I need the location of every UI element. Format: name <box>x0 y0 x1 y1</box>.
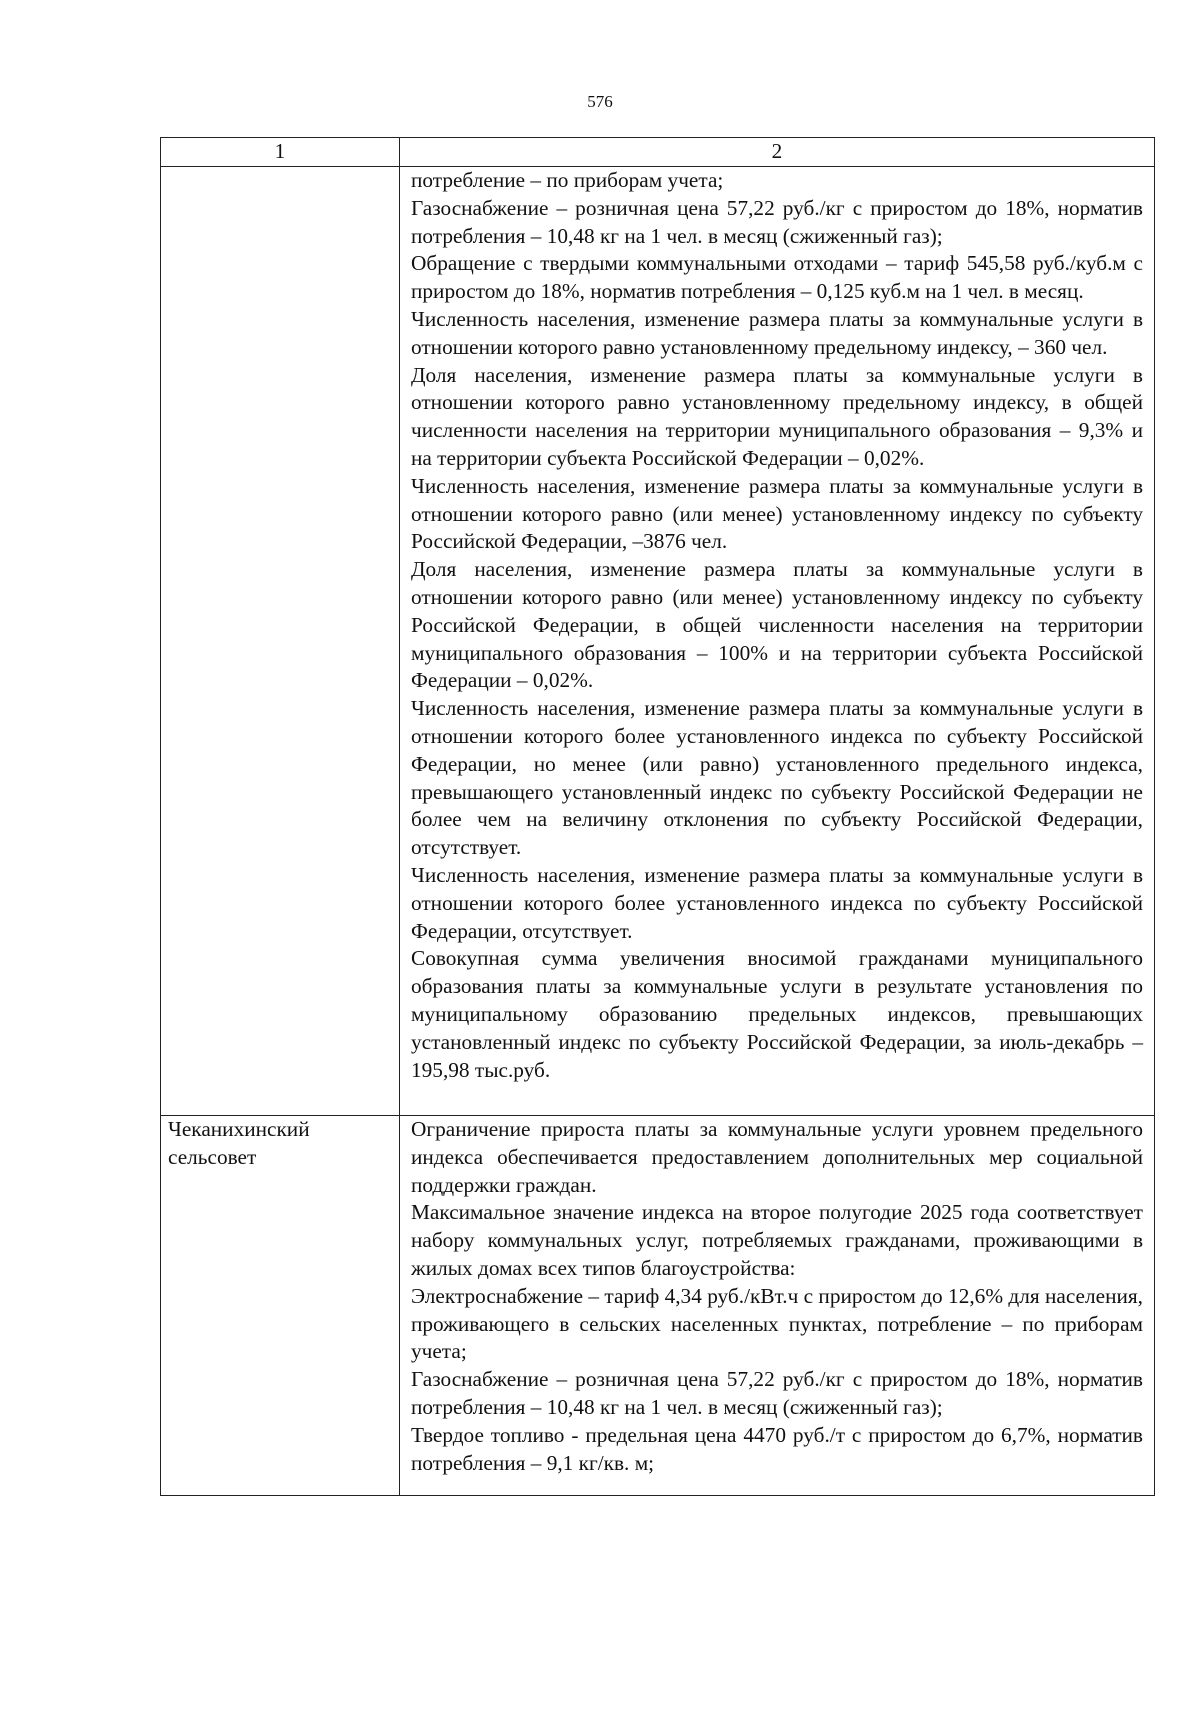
description-cell <box>400 1116 1155 1496</box>
paragraph: Обращение с твердыми коммунальными отходами – тариф 545,58 руб./куб.м с приростом до 18%, норматив потребления – 0,125 куб.м на 1 чел. в месяц. <box>411 251 1143 304</box>
paragraph: Численность населения, изменение размера платы за коммунальные услуги в отношении которого более установленного индекса по субъекту Российской Федерации, но менее (или равно) установленного предельного индекса, превышающего установленный индекс по субъекту Российской Федерации не более чем на величину отклонения по субъекту Российской Федерации, отсутствует. <box>411 696 1143 860</box>
column-header-2: 2 <box>400 138 1155 167</box>
data-table <box>160 137 1155 1496</box>
paragraph: Численность населения, изменение размера платы за коммунальные услуги в отношении которого более установленного индекса по субъекту Российской Федерации, отсутствует. <box>411 862 1143 943</box>
paragraph: Твердое топливо - предельная цена 4470 руб./т с приростом до 6,7%, норматив потребления – 9,1 кг/кв. м; <box>411 1422 1143 1475</box>
municipality-name: Чеканихинский сельсовет <box>161 1116 400 1496</box>
table-header-row <box>161 138 1155 167</box>
description-cell <box>400 167 1155 1116</box>
paragraph: Максимальное значение индекса на второе полугодие 2025 года соответствует набору коммунальных услуг, потребляемых гражданами, проживающими в жилых домах всех типов благоустройства: <box>411 1200 1143 1280</box>
paragraph: Доля населения, изменение размера платы за коммунальные услуги в отношении которого равно (или менее) установленному индексу по субъекту Российской Федерации, в общей численности населения на территории муниципального образования – 100% и на территории субъекта Российской Федерации – 0,02%. <box>411 557 1143 693</box>
table-row <box>161 1116 1155 1496</box>
paragraph: Электроснабжение – тариф 4,34 руб./кВт.ч с приростом до 12,6% для населения, проживающего в сельских населенных пунктах, потребление – по приборам учета; <box>411 1283 1143 1364</box>
paragraph: потребление – по приборам учета; <box>411 168 724 192</box>
paragraph: Газоснабжение – розничная цена 57,22 руб./кг с приростом до 18%, норматив потребления – 10,48 кг на 1 чел. в месяц (сжиженный газ); <box>411 1367 1143 1419</box>
municipality-name <box>161 167 400 1116</box>
column-header-1: 1 <box>161 138 400 167</box>
paragraph: Доля населения, изменение размера платы за коммунальные услуги в отношении которого равно установленному предельному индексу, в общей численности населения на территории муниципального образования – 9,3% и на территории субъекта Российской Федерации – 0,02%. <box>411 362 1143 470</box>
table-row <box>161 167 1155 1116</box>
paragraph: Численность населения, изменение размера платы за коммунальные услуги в отношении которого равно установленному предельному индексу, – 360 чел. <box>411 306 1143 359</box>
paragraph: Газоснабжение – розничная цена 57,22 руб./кг с приростом до 18%, норматив потребления – 10,48 кг на 1 чел. в месяц (сжиженный газ); <box>411 195 1143 248</box>
paragraph: Ограничение прироста платы за коммунальные услуги уровнем предельного индекса обеспечивается предоставлением дополнительных мер социальной поддержки граждан. <box>411 1117 1143 1197</box>
page-number: 576 <box>587 92 613 111</box>
paragraph: Численность населения, изменение размера платы за коммунальные услуги в отношении которого равно (или менее) установленному индексу по субъекту Российской Федерации, –3876 чел. <box>411 473 1143 554</box>
paragraph: Совокупная сумма увеличения вносимой гражданами муниципального образования платы за коммунальные услуги в результате установления по муниципальному образованию предельных индексов, превышающих установленный индекс по субъекту Российской Федерации, за июль-декабрь – 195,98 тыс.руб. <box>411 946 1143 1082</box>
